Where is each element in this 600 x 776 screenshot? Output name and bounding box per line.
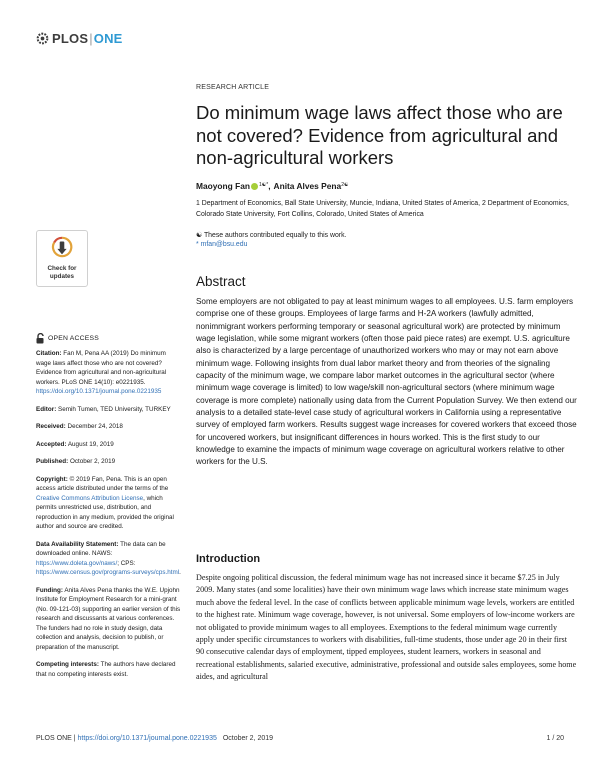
accepted-date: August 19, 2019 [67, 440, 114, 448]
author-superscript: 2☯ [341, 182, 349, 188]
plos-logo-icon [36, 32, 49, 45]
published-block [36, 457, 182, 467]
footer-separator: | [73, 735, 76, 742]
funding-label: Funding: [36, 586, 63, 594]
data-availability-text: The data can be downloaded online. NAWS: [36, 540, 166, 557]
logo-separator: | [89, 31, 93, 46]
data-availability-text-3: . [179, 569, 181, 576]
affiliations: 1 Department of Economics, Ball State University, Muncie, Indiana, United States of America, 2 Department of Economics, Colorado State University, Fort Collins, Colorado, United States of America [196, 200, 569, 218]
footer-journal: PLOS ONE [36, 735, 72, 742]
abstract-heading: Abstract [196, 274, 246, 289]
footer-left [36, 735, 273, 742]
page-footer [36, 735, 564, 742]
author-separator: , [268, 181, 271, 191]
check-for-updates-badge[interactable] [36, 230, 88, 287]
article-metadata-sidebar [36, 333, 182, 687]
footer-date: October 2, 2019 [222, 735, 274, 742]
accepted-label: Accepted: [36, 440, 67, 448]
received-date: December 24, 2018 [67, 423, 123, 430]
license-link[interactable]: Creative Commons Attribution License [36, 494, 144, 502]
logo-text-one: ONE [93, 31, 123, 46]
check-updates-line2: updates [49, 272, 75, 280]
data-availability-label: Data Availability Statement: [36, 540, 119, 548]
contribution-note: ☯ These authors contributed equally to this work. [196, 232, 347, 239]
article-title: Do minimum wage laws affect those who are not covered? Evidence from agricultural and non-agricultural workers [196, 102, 563, 168]
copyright-text-continued: , which permits unrestricted use, distribution, and reproduction in any medium, provided the original author and source are credited. [36, 494, 174, 530]
copyright-label: Copyright: [36, 475, 68, 483]
article-type: RESEARCH ARTICLE [196, 84, 270, 91]
competing-interests-text: The authors have declared that no competing interests exist. [36, 661, 176, 678]
copyright-text: © 2019 Fan, Pena. This is an open access article distributed under the terms of the [36, 475, 169, 492]
citation-text: Fan M, Pena AA (2019) Do minimum wage laws affect those who are not covered? Evidence from agricultural and non-agricultural workers. PLoS ONE 14(10): e0221935. [36, 350, 167, 386]
data-availability-block [36, 540, 182, 578]
author-name[interactable]: Maoyong Fan [196, 181, 250, 191]
received-label: Received: [36, 423, 66, 430]
logo-text-plos: PLOS [52, 31, 89, 46]
competing-interests-block [36, 660, 182, 679]
competing-interests-label: Competing interests: [36, 661, 99, 668]
plos-one-logo[interactable] [36, 31, 123, 46]
received-block [36, 422, 182, 432]
cps-link[interactable]: https://www.census.gov/programs-surveys/cps.html [36, 569, 180, 576]
editor-label: Editor: [36, 405, 57, 413]
corresponding-email[interactable]: * mfan@bsu.edu [196, 241, 248, 248]
open-lock-icon [36, 333, 45, 344]
check-updates-line1: Check for [47, 265, 77, 272]
check-updates-icon [51, 236, 73, 258]
logo-text [52, 31, 123, 46]
citation-block [36, 349, 182, 397]
open-access-badge[interactable] [36, 333, 182, 344]
author-list [196, 181, 348, 191]
naws-link[interactable]: https://www.doleta.gov/naws/ [36, 559, 118, 567]
open-access-label: OPEN ACCESS [48, 334, 99, 342]
abstract-text: Some employers are not obligated to pay at least minimum wages to all employees. U.S. farm employers comprise one of these groups. Employees of large farms and H-2A workers (lawfully admitted, nonimmigrant workers performing temporary or seasonal agricultural work) are protected by minimum wage legislation, while some migrant workers (often those paid piece rates) are exempt. U.S. agriculture also is characterized by a large percentage of unauthorized workers who may or may not earn above minimum wage. Following insights from dual labor market theory and from theories of the signaling capacity of the minimum wage, we compare labor market outcomes in the agricultural sector (where minimum wage coverage is limited) to low wage/skill non-agricultural sectors (where minimum wage coverage is more complete) nationally using data from the Current Population Survey. We then extend our analysis to a detailed state-level case study of agricultural workers in California using a representative survey of employed farm workers. Results suggest wage increases for covered workers that exceed those for uncovered workers, but insignificant differences in hours worked. This is the first study to our knowledge to examine the impacts of minimum wage coverage on agricultural workers relative to other workers for the U.S. [196, 297, 577, 467]
check-updates-label [37, 265, 87, 280]
editor-text: Semih Tumen, TED University, TURKEY [58, 405, 171, 413]
copyright-block [36, 475, 182, 532]
introduction-heading: Introduction [196, 553, 261, 565]
funding-text: Anita Alves Pena thanks the W.E. Upjohn Institute for Employment Research for a mini-grant (No. 09-121-03) supporting an earlier version of this research and discussants at various conferences. The funders had no role in study design, data collection and analysis, decision to publish, or preparation of the manuscript. [36, 586, 181, 651]
data-availability-text-2: ; CPS: [117, 559, 136, 567]
published-date: October 2, 2019 [69, 458, 116, 465]
citation-doi-link[interactable]: https://doi.org/10.1371/journal.pone.0221935 [36, 388, 162, 395]
introduction-text: Despite ongoing political discussion, the federal minimum wage has not increased since it became $7.25 in July 2009. Many states (and some localities) have their own minimum wage laws which increase state minimum wages much above the federal level. In the case of conflicts between applicable minimum wage levels, workers are entitled to the highest rate. Minimum wage coverage, however, is not universal. Some employers of low-income workers are not obligated to provide minimum wages to all employees. Exemptions to the federal minimum wage currently apply under specific circumstances to workers with disabilities, full-time students, those under age 20 in their first 90 consecutive calendar days of employment, tipped employees, student learners, workers in seasonal and recreational establishments, salaried executive, administrative, professional and outside sales employees, some home aides, and agricultural [196, 573, 577, 682]
page-number: 1 / 20 [546, 735, 564, 742]
funding-block [36, 586, 182, 653]
citation-label: Citation: [36, 350, 62, 357]
accepted-block [36, 440, 182, 450]
editor-block [36, 405, 182, 415]
footer-doi-link[interactable]: https://doi.org/10.1371/journal.pone.0221935 [77, 735, 217, 742]
orcid-icon[interactable] [251, 183, 258, 190]
published-label: Published: [36, 458, 69, 465]
author-superscript: 1☯* [258, 182, 269, 188]
author-name[interactable]: Anita Alves Pena [273, 181, 342, 191]
